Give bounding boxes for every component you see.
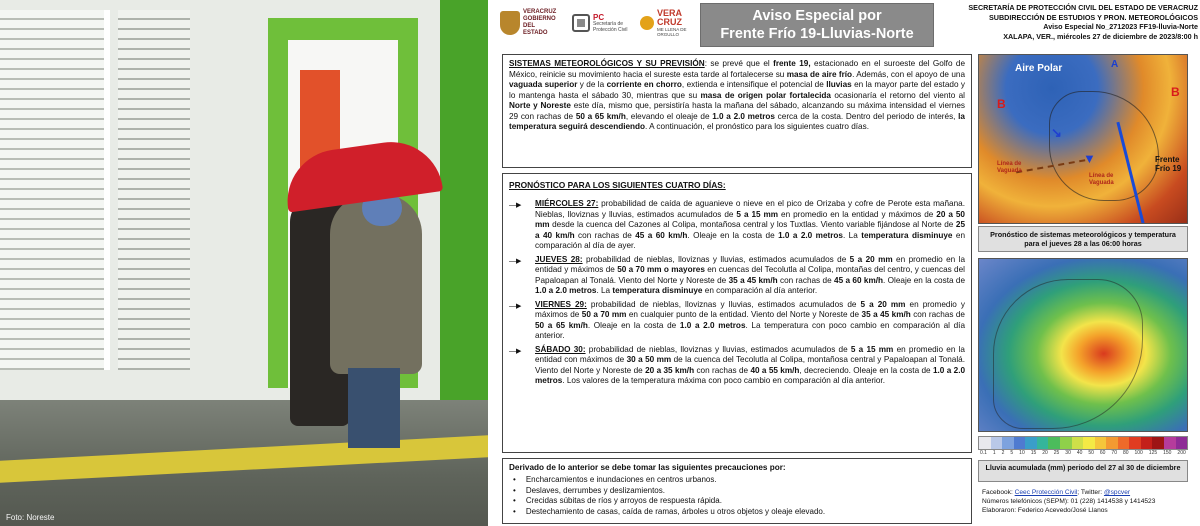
scale-swatch	[1048, 437, 1060, 449]
news-photo	[0, 0, 488, 526]
arrow-down-icon: ▼	[1083, 151, 1096, 166]
precautions-title: Derivado de lo anterior se debe tomar las siguientes precauciones por:	[509, 463, 786, 472]
scale-label: 200	[1177, 450, 1186, 456]
rain-scale-labels	[978, 450, 1188, 458]
rain-map-caption: Lluvia acumulada (mm) periodo del 27 al 30 de diciembre	[978, 460, 1188, 482]
pc-emblem-icon	[572, 14, 590, 32]
scale-swatch	[1141, 437, 1153, 449]
map-label-cold-front: Frente Frío 19	[1155, 155, 1182, 173]
list-item: • Encharcamientos e inundaciones en centros urbanos.	[513, 475, 965, 486]
scale-swatch	[979, 437, 991, 449]
scale-label: 30	[1065, 450, 1071, 456]
office-line-1: SECRETARÍA DE PROTECCIÓN CIVIL DEL ESTADO DE VERACRUZ	[968, 3, 1198, 12]
scale-label: 125	[1148, 450, 1158, 456]
title-line-2: Frente Frío 19-Lluvias-Norte	[720, 26, 914, 42]
scale-swatch	[1060, 437, 1072, 449]
scale-swatch	[1014, 437, 1026, 449]
scale-swatch	[1072, 437, 1084, 449]
bulletin-date: XALAPA, VER., miércoles 27 de diciembre de 2023/8:00 h	[1003, 31, 1198, 41]
authors: Elaboraron: Federico Acevedo/José Llanos	[982, 507, 1108, 515]
contact-info	[982, 488, 1198, 516]
scale-swatch	[1106, 437, 1118, 449]
accumulated-rain-map	[978, 258, 1188, 432]
scale-label: 0.1	[980, 450, 987, 456]
bulletin-title	[700, 3, 934, 47]
scale-swatch	[1025, 437, 1037, 449]
shield-icon	[500, 11, 520, 35]
scale-label: 25	[1053, 450, 1060, 456]
forecast-day-friday: —▶ VIERNES 29: probabilidad de nieblas, lloviznas y lluvias, estimados acumulados de 5 a 20 mm en promedio y máximos de 50 a 70 mm en cualquier punto de la entidad. Viento del Norte y Noreste de 35 a 45 km/h con rachas de 50 a 65 km/h. Oleaje en la costa de 1.0 a 2.0 metros. La temperatura con poco cambio en comparación al día anterior.	[509, 300, 965, 342]
scale-label: 20	[1042, 450, 1048, 456]
precautions-list	[509, 475, 965, 517]
scale-label: 80	[1122, 450, 1129, 456]
scale-swatch	[991, 437, 1003, 449]
bulletin-number: Aviso Especial No_2712023 FF19-lluvia-Norte	[1043, 22, 1198, 32]
scale-swatch	[1152, 437, 1164, 449]
green-wall-right	[440, 0, 488, 420]
scale-swatch	[1164, 437, 1176, 449]
twitter-link[interactable]: @spcver	[1103, 489, 1131, 496]
list-item: • Destechamiento de casas, caída de ramas, árboles u otros objetos y oleaje elevado.	[513, 507, 965, 518]
rain-color-scale	[978, 436, 1188, 450]
weather-bulletin	[492, 0, 1200, 526]
map-label-trough: Línea de Vaguada	[997, 161, 1022, 174]
list-item: • Deslaves, derrumbes y deslizamientos.	[513, 486, 965, 497]
synoptic-forecast-map	[978, 54, 1188, 224]
scale-swatch	[1002, 437, 1014, 449]
title-line-1: Aviso Especial por	[752, 8, 882, 24]
scale-label: 60	[1099, 450, 1106, 456]
scale-swatch	[1118, 437, 1130, 449]
forecast-heading: PRONÓSTICO PARA LOS SIGUIENTES CUATRO DÍAS:	[509, 180, 726, 190]
scale-label: 100	[1134, 450, 1143, 456]
arrow-right-icon	[509, 300, 535, 342]
issuing-office	[940, 3, 1198, 41]
photo-credit: Foto: Noreste	[6, 513, 55, 522]
civil-protection-logo: PC Secretaría de Protección Civil	[572, 6, 633, 40]
scale-label: 2	[1001, 450, 1005, 456]
map-label-low: B	[1171, 85, 1180, 99]
window-shutters-left	[0, 10, 110, 370]
veracruz-government-logo: VERACRUZ GOBIERNO DEL ESTADO	[500, 6, 561, 40]
map-label-polar-air: Aire Polar	[1015, 63, 1063, 74]
map-label-low: B	[997, 97, 1006, 111]
systems-section	[502, 54, 972, 168]
scale-swatch	[1095, 437, 1107, 449]
systems-paragraph: SISTEMAS METEOROLÓGICOS Y SU PREVISIÓN: se prevé que el frente 19, estacionado en el suroeste del Golfo de México, reinicie su movimiento hacia el sureste esta tarde al fortalecerse su masa de aire frío. Además, con el apoyo de una vaguada superior y de la corriente en chorro, extienda e intensifique el potencial de lluvias en la mayor parte del estado y lo mantenga hasta el sábado 30, mientras que su masa de origen polar fortalecida ocasionaría el retorno del viento al Norte y Noreste este día, mismo que, persistiría hasta la mañana del sábado, alcanzando su máxima intensidad el viernes 29 con rachas de 50 a 65 km/h, elevando el oleaje de 1.0 a 2.0 metros cerca de la costa. Dentro del periodo de interés, la temperatura seguirá descendiendo. A continuación, el pronóstico para los siguientes cuatro días.	[509, 59, 966, 131]
scale-label: 15	[1030, 450, 1037, 456]
scale-label: 40	[1076, 450, 1083, 456]
precautions-section	[502, 458, 972, 524]
forecast-day-thursday: —▶ JUEVES 28: probabilidad de nieblas, lloviznas y lluvias, estimados acumulados de 5 a 20 mm en promedio en la entidad y máximos de 50 a 70 mm o mayores en cuencas del Tecolutla al Colipa, montañas del centro, y cuencas del Papaloapan al Tonalá. Viento del Norte y Noreste de 35 a 45 km/h con rachas de 45 a 60 km/h. Oleaje en la costa de 1.0 a 2.0 metros. La temperatura disminuye en comparación al día anterior.	[509, 255, 965, 297]
scale-swatch	[1129, 437, 1141, 449]
logo-strip	[500, 6, 690, 40]
arrow-down-icon: ↘	[1051, 125, 1062, 140]
scale-label: 5	[1010, 450, 1014, 456]
scale-label: 50	[1088, 450, 1094, 456]
facebook-link[interactable]: Ceec Protección Civil	[1014, 489, 1078, 496]
forecast-day-wednesday: —▶ MIÉRCOLES 27: probabilidad de caída de aguanieve o nieve en el pico de Orizaba y cofre de Perote esta mañana. Nieblas, lloviznas y lluvias, estimados acumulados de 5 a 15 mm en promedio en la entidad y máximos de 20 a 50 mm desde la cuenca del Cazones al Colipa, montañosa central y los Tuxtlas. Viento variable fijándose al Norte de 25 a 40 km/h con rachas de 45 a 60 km/h. Oleaje en la costa de 1.0 a 2.0 metros. La temperatura disminuye en comparación al día de ayer.	[509, 199, 965, 252]
sun-icon	[640, 16, 654, 30]
social-line: Facebook: Ceec Protección Civil; Twitter: @spcver	[982, 489, 1131, 496]
arrow-right-icon	[509, 345, 535, 387]
veracruz-brand-logo: VERA CRUZ ME LLENA DE ORGULLO	[640, 6, 701, 40]
scale-swatch	[1176, 437, 1188, 449]
systems-heading: SISTEMAS METEOROLÓGICOS Y SU PREVISIÓN	[509, 59, 705, 68]
coastline-outline	[993, 279, 1143, 429]
scale-label: 1	[992, 450, 996, 456]
arrow-right-icon	[509, 255, 535, 297]
arrow-right-icon	[509, 199, 535, 252]
jeans	[348, 368, 400, 448]
scale-label: 150	[1163, 450, 1172, 456]
scale-swatch	[1037, 437, 1049, 449]
map-label-trough: Línea de Vaguada	[1089, 173, 1114, 186]
phone-numbers: Números telefónicos (SEPM): 01 (228) 1414538 y 1414523	[982, 498, 1156, 506]
list-item: • Crecidas súbitas de ríos y arroyos de respuesta rápida.	[513, 496, 965, 507]
forecast-section	[502, 173, 972, 453]
scale-label: 70	[1111, 450, 1117, 456]
scale-swatch	[1083, 437, 1095, 449]
forecast-day-saturday: —▶ SÁBADO 30: probabilidad de nieblas, lloviznas y lluvias, estimados acumulados de 5 a 15 mm en promedio en la entidad con máximos de 30 a 50 mm de la cuenca del Tecolutla al Colipa, montañosa central y Papaloapan al Tonalá. Viento del Norte y Noreste de 20 a 35 km/h con rachas de 40 a 55 km/h, decreciendo. Oleaje en la costa de 1.0 a 2.0 metros. Los valores de la temperatura máxima con poco cambio en comparación al día anterior.	[509, 345, 965, 387]
office-line-2: SUBDIRECCIÓN DE ESTUDIOS Y PRON. METEOROLÓGICOS	[989, 12, 1198, 22]
synoptic-map-caption: Pronóstico de sistemas meteorológicos y temperatura para el jueves 28 a las 06:00 horas	[978, 226, 1188, 252]
scale-label: 10	[1019, 450, 1025, 456]
map-label-high: A	[1111, 59, 1119, 70]
window-shutters-middle	[118, 10, 190, 370]
